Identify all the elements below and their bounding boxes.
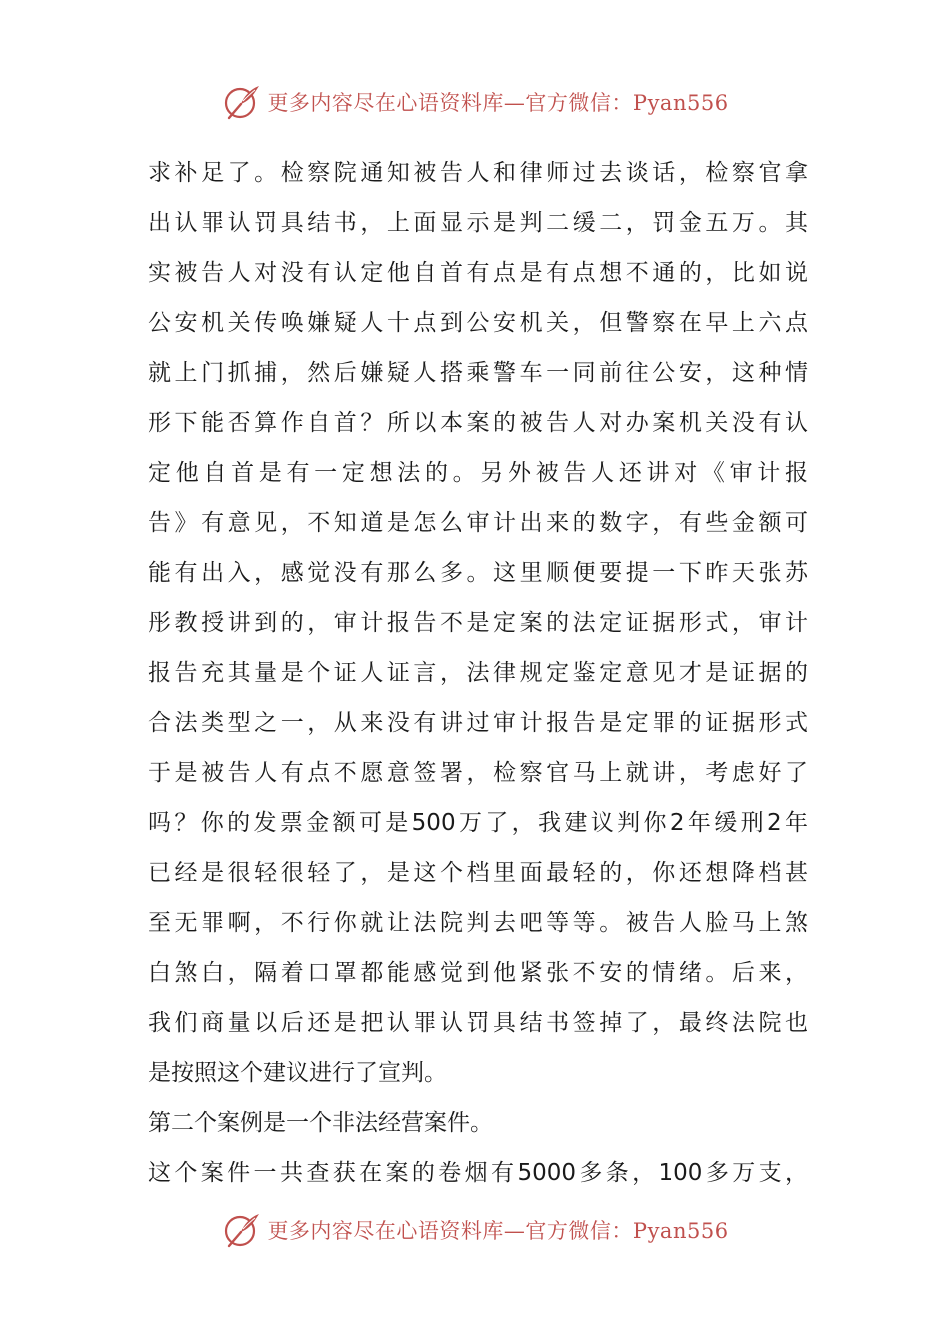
text-line: 至无罪啊，不行你就让法院判去吧等等。被告人脸马上煞 — [148, 910, 808, 936]
text-line: 公安机关传唤嫌疑人十点到公安机关，但警察在早上六点 — [148, 310, 808, 336]
text-line: 我们商量以后还是把认罪认罚具结书签掉了，最终法院也 — [148, 1010, 808, 1036]
text-line: 是按照这个建议进行了宣判。 — [148, 1060, 447, 1086]
text-line: 这个案件一共查获在案的卷烟有5000多条，100多万支， — [148, 1160, 808, 1186]
text-line: 第二个案例是一个非法经营案件。 — [148, 1110, 493, 1136]
text-line: 报告充其量是个证人证言，法律规定鉴定意见才是证据的 — [148, 660, 808, 686]
document-body — [148, 148, 808, 1198]
header-banner — [0, 80, 950, 124]
text-line: 形下能否算作自首？所以本案的被告人对办案机关没有认 — [148, 410, 808, 436]
quill-pen-logo-icon — [221, 82, 261, 122]
text-line: 合法类型之一，从来没有讲过审计报告是定罪的证据形式 — [148, 710, 808, 736]
footer-banner — [0, 1208, 950, 1252]
text-line: 吗？你的发票金额可是500万了，我建议判你2年缓刑2年 — [148, 810, 808, 836]
text-line: 彤教授讲到的，审计报告不是定案的法定证据形式，审计 — [148, 610, 808, 636]
text-line: 白煞白，隔着口罩都能感觉到他紧张不安的情绪。后来， — [148, 960, 808, 986]
text-line: 实被告人对没有认定他自首有点是有点想不通的，比如说 — [148, 260, 808, 286]
text-line: 已经是很轻很轻了，是这个档里面最轻的，你还想降档甚 — [148, 860, 808, 886]
text-line: 出认罪认罚具结书，上面显示是判二缓二，罚金五万。其 — [148, 210, 808, 236]
text-line: 告》有意见，不知道是怎么审计出来的数字，有些金额可 — [148, 510, 808, 536]
text-line: 定他自首是有一定想法的。另外被告人还讲对《审计报 — [148, 460, 808, 486]
text-line: 能有出入，感觉没有那么多。这里顺便要提一下昨天张苏 — [148, 560, 808, 586]
text-line: 求补足了。检察院通知被告人和律师过去谈话，检察官拿 — [148, 160, 808, 186]
text-line: 于是被告人有点不愿意签署，检察官马上就讲，考虑好了 — [148, 760, 808, 786]
text-line: 就上门抓捕，然后嫌疑人搭乘警车一同前往公安，这种情 — [148, 360, 808, 386]
footer-banner-text: 更多内容尽在心语资料库—官方微信：Pyan556 — [267, 1219, 729, 1243]
quill-pen-logo-icon — [221, 1210, 261, 1250]
header-banner-text: 更多内容尽在心语资料库—官方微信：Pyan556 — [267, 91, 729, 115]
